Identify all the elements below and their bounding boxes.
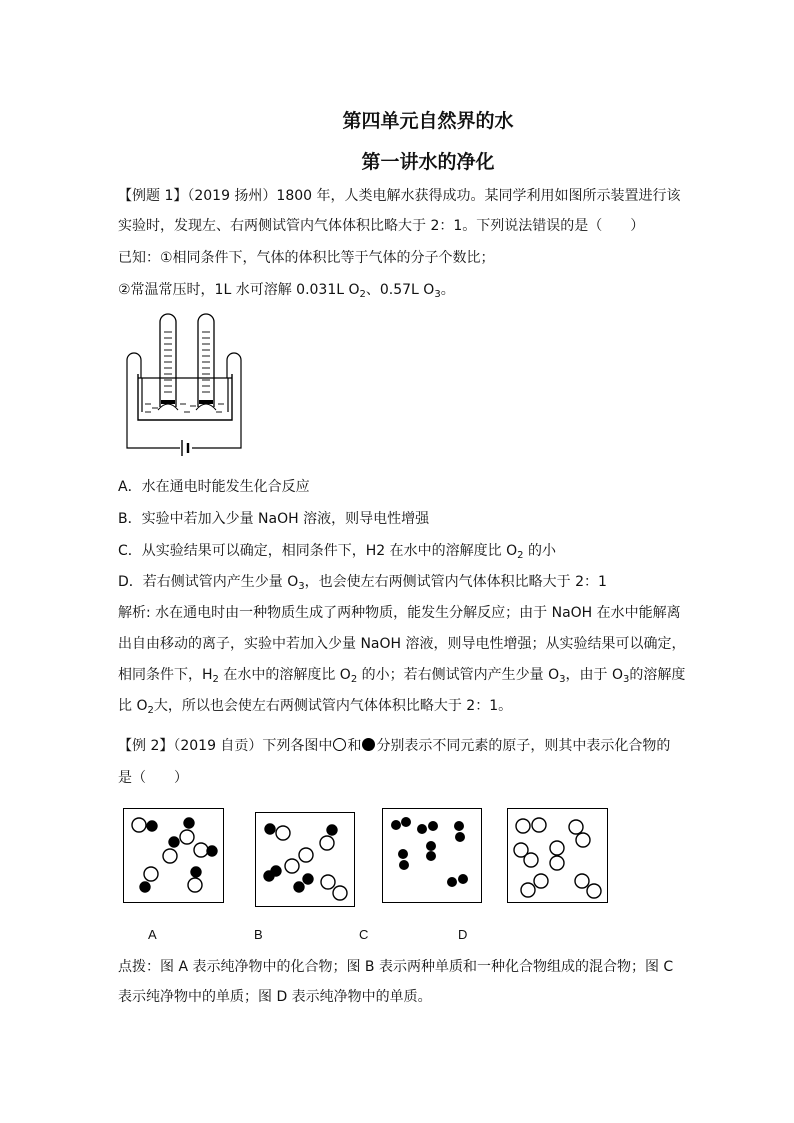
black-atom-icon bbox=[362, 738, 375, 751]
example2-hint-line1: 点拨：图 A 表示纯净物中的化合物；图 B 表示两种单质和一种化合物组成的混合物；图 C bbox=[118, 959, 674, 975]
page-subtitle: 第一讲水的净化 bbox=[361, 151, 495, 173]
example1-analysis-line2: 出自由移动的离子，实验中若加入少量 NaOH 溶液，则导电性增强；从实验结果可以确定， bbox=[118, 636, 686, 652]
example1-option-d: D．若右侧试管内产生少量 $O_3$，也会使左右两侧试管内气体体积比略大于 2：1 bbox=[118, 574, 607, 592]
diagram-box-c bbox=[382, 808, 482, 903]
example1-question-line2: 实验时，发现左、右两侧试管内气体体积比略大于 2：1。下列说法错误的是（ ） bbox=[118, 218, 645, 234]
electrolysis-apparatus-diagram bbox=[120, 312, 250, 462]
example1-known-2: ②常温常压时，1L 水可溶解 0.031L $O_2$、0.57L $O_3$。 bbox=[118, 282, 455, 300]
diagram-box-a bbox=[123, 808, 224, 903]
diagram-box-d bbox=[507, 808, 608, 903]
example1-option-a: A．水在通电时能发生化合反应 bbox=[118, 479, 310, 495]
diagram-box-b bbox=[255, 812, 355, 907]
example1-option-b: B．实验中若加入少量 NaOH 溶液，则导电性增强 bbox=[118, 511, 430, 527]
example1-option-c: C．从实验结果可以确定，相同条件下，H2 在水中的溶解度比 $O_2$ 的小 bbox=[118, 543, 556, 561]
example2-hint-line2: 表示纯净物中的单质；图 D 表示纯净物中的单质。 bbox=[118, 989, 432, 1005]
diagram-label-b: B bbox=[254, 927, 263, 942]
diagram-label-a: A bbox=[148, 927, 157, 942]
white-atom-icon bbox=[333, 738, 346, 751]
diagram-label-c: C bbox=[359, 927, 369, 942]
example1-analysis-line3: 相同条件下，$H_2$ 在水中的溶解度比 $O_2$ 的小；若右侧试管内产生少量 $O_3$，由于 $O_3$的溶解度 bbox=[118, 667, 686, 685]
example1-analysis-line1: 解析: 水在通电时由一种物质生成了两种物质，能发生分解反应；由于 NaOH 在水中能解离 bbox=[118, 605, 681, 621]
example1-analysis-line4: 比 $O_2$大，所以也会使左右两侧试管内气体体积比略大于 2：1。 bbox=[118, 698, 513, 716]
diagram-label-d: D bbox=[458, 927, 468, 942]
example1-question-line1: 【例题 1】（2019 扬州）1800 年，人类电解水获得成功。某同学利用如图所示装置进行该 bbox=[118, 188, 681, 204]
example2-question-line2: 是（ ） bbox=[118, 770, 188, 786]
example2-question-line1: 【例 2】（2019 自贡）下列各图中 和 分别表示不同元素的原子，则其中表示化合物的 bbox=[118, 738, 671, 754]
page-title: 第四单元自然界的水 bbox=[342, 110, 514, 132]
example1-known-1: 已知：①相同条件下，气体的体积比等于气体的分子个数比； bbox=[118, 250, 495, 266]
